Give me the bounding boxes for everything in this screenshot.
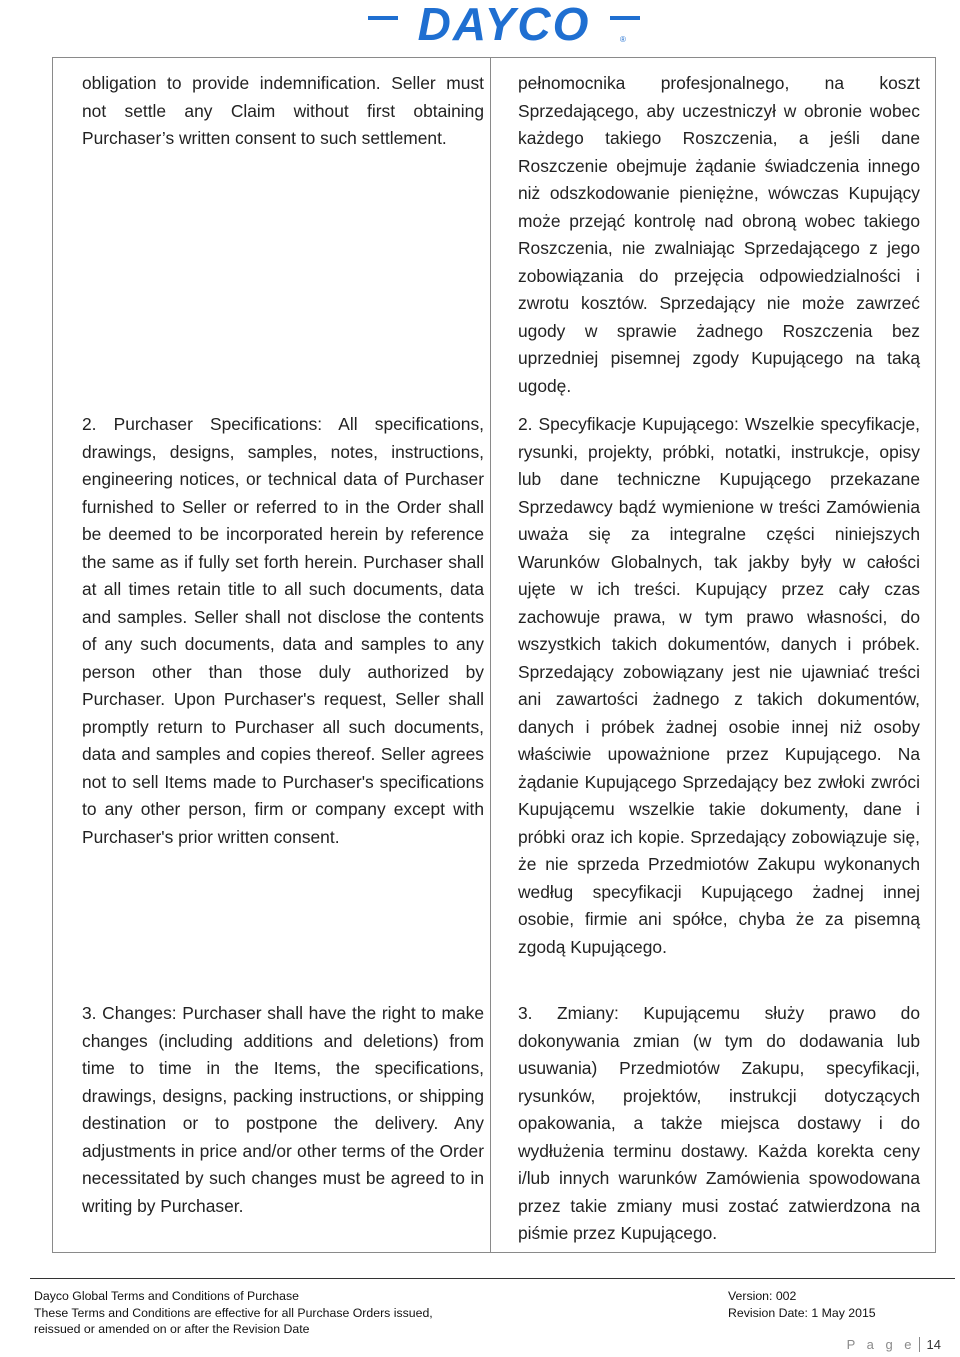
footer-rule (30, 1278, 955, 1279)
page-number-value: 14 (926, 1337, 941, 1352)
english-paragraph-purchaser-specifications: 2. Purchaser Specifications: All specifications, drawings, designs, samples, notes, instructions, engineering notices, or technical data of Purchaser furnished to Seller or referred to in the Order shall be deemed to be incorporated herein by reference the same as if fully set forth herein. Purchaser shall at all times retain title to all such documents, data and samples. Seller shall not disclose the contents of any such documents, data and samples to any person other than those duly authorized by Purchaser. Upon Purchaser's request, Seller shall promptly return to Purchaser all such documents, data and samples and copies thereof. Seller agrees not to sell Items made to Purchaser's specifications to any other person, firm or company except with Purchaser's prior written consent. (82, 414, 484, 847)
page-label: P a g e (846, 1337, 916, 1352)
bilingual-terms-table (52, 57, 936, 1253)
english-paragraph-indemnification: obligation to provide indemnification. Seller must not settle any Claim without first obtaining Purchaser’s written consent to such settlement. (82, 73, 484, 148)
footer-document-info (34, 1288, 433, 1338)
polish-paragraph-purchaser-specifications: 2. Specyfikacje Kupującego: Wszelkie specyfikacje, rysunki, projekty, próbki, notatki, instrukcje, opisy lub dane techniczne Kupującego przekazane Sprzedawcy bądź wymienione w treści Zamówienia uważa się za integralne części niniejszych Warunków Globalnych, tak jakby były w całości ujęte w ich treści. Kupujący przez cały czas zachowuje prawa, w tym prawo własności, do wszystkich takich dokumentów, danych i próbek. Sprzedający zobowiązany jest nie ujawniać treści ani zawartości żadnego z takich dokumentów, danych i próbek żadnej osobie innej niż osoby właściwie upoważnione przez Kupującego. Na żądanie Kupującego Sprzedający bez zwłoki zwróci Kupującemu wszelkie takie dokumenty, dane i próbki oraz ich kopie. Sprzedający zobowiązuje się, że nie sprzeda Przedmiotów Zakupu wykonanych według specyfikacji Kupującego żadnej innej osobie, firmie ani spółce, chyba że za pisemną zgodą Kupującego. (518, 414, 920, 957)
footer-revision-date: Revision Date: 1 May 2015 (728, 1305, 876, 1320)
english-paragraph-changes: 3. Changes: Purchaser shall have the right to make changes (including additions and deletions) from time to time in the Items, the specifications, drawings, designs, packing instructions, or shipping destination or to postpone the delivery. Any adjustments in price and/or other terms of the Order necessitated by such changes must be agreed to in writing by Purchaser. (82, 1003, 484, 1216)
column-divider (490, 58, 491, 1252)
footer-revision-line: reissued or amended on or after the Revision Date (34, 1322, 310, 1336)
svg-text:®: ® (620, 35, 626, 44)
footer-version-info (728, 1288, 876, 1321)
page-number (847, 1337, 941, 1352)
svg-text:DAYCO: DAYCO (417, 2, 591, 46)
footer-effective-line: These Terms and Conditions are effective for all Purchase Orders issued, (34, 1305, 433, 1320)
page-separator (919, 1337, 920, 1352)
footer-version: Version: 002 (728, 1289, 797, 1303)
polish-paragraph-indemnification: pełnomocnika profesjonalnego, na koszt Sprzedającego, aby uczestniczył w obronie wobec każdego takiego Roszczenia, a jeśli dane Roszczenie obejmuje żądanie świadczenia innego niż odszkodowanie pieniężne, wówczas Kupujący może przejąć kontrolę nad obroną wobec takiego Roszczenia, nie zwalniając Sprzedającego z jego zobowiązania do przejęcia odpowiedzialności i zwrotu kosztów. Sprzedający nie może zawrzeć ugody w sprawie żadnego Roszczenia bez uprzedniej pisemnej zgody Kupującego na taką ugodę. (518, 73, 920, 396)
polish-paragraph-changes: 3. Zmiany: Kupującemu służy prawo do dokonywania zmian (w tym do dodawania lub usuwania) Przedmiotów Zakupu, specyfikacji, rysunków, projektów, instrukcji dotyczących opakowania, a także miejsca dostawy i do wydłużenia terminu dostawy. Każda korekta ceny i/lub innych warunków Zamówienia spowodowana przez takie zmiany musi zostać zatwierdzona na piśmie przez Kupującego. (518, 1003, 920, 1243)
dayco-logo (368, 2, 640, 46)
footer-title: Dayco Global Terms and Conditions of Purchase (34, 1289, 299, 1303)
